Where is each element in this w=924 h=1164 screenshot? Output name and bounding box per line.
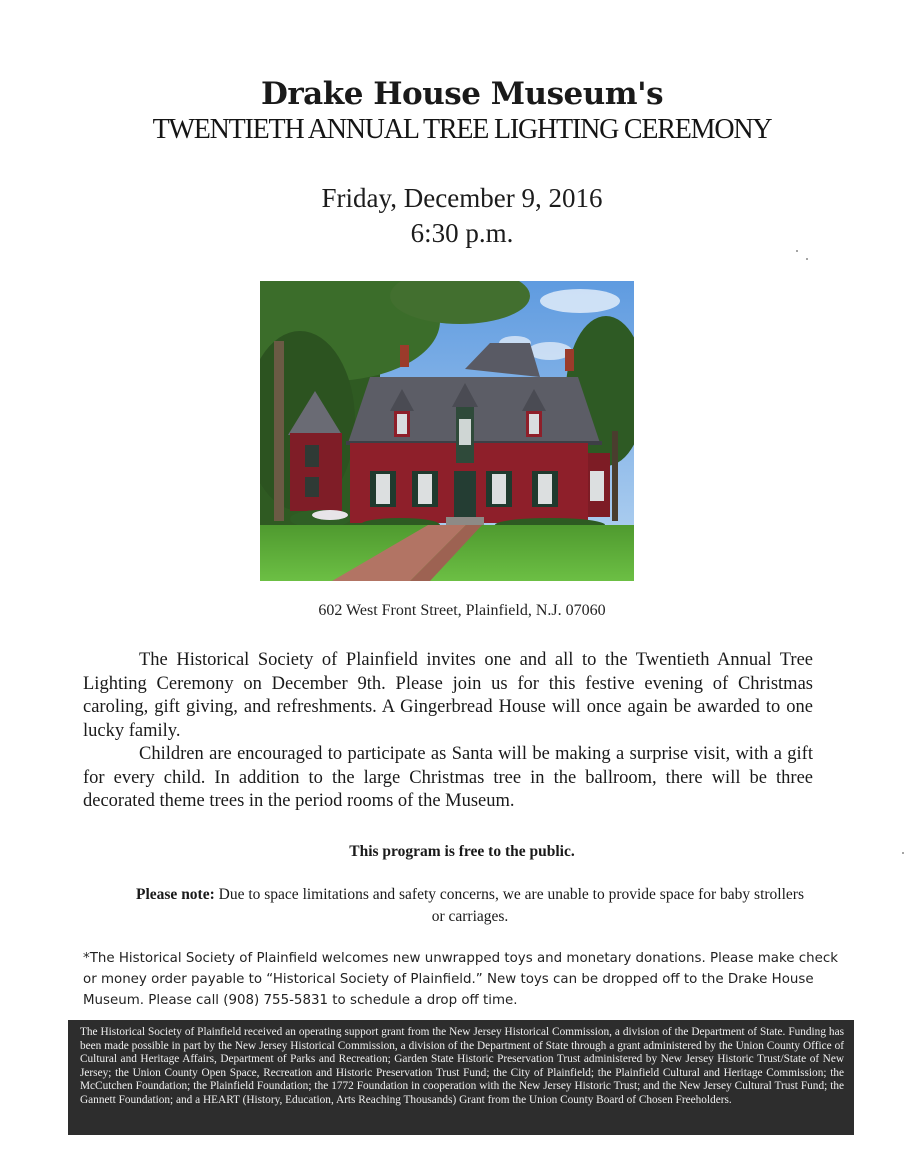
title-museum-name: Drake House Museum's [260, 76, 664, 112]
chimney [400, 345, 409, 367]
note-text: Due to space limitations and safety concerns, we are unable to provide space for baby strollers or carriages. [218, 886, 804, 925]
grant-credits-box [68, 1020, 854, 1135]
cloud [540, 289, 620, 313]
museum-address: 602 West Front Street, Plainfield, N.J. 07060 [318, 602, 606, 619]
chimney [565, 349, 574, 371]
tower-wall [290, 433, 342, 511]
grant-credits-text: The Historical Society of Plainfield received an operating support grant from the New Jersey Historical Commission, a division of the Department of State. Funding has been made possible in part by the New Jersey Historical Commission, a division of the Department of State through a grant administered by the Union County Office of Cultural and Heritage Affairs, Department of Parks and Recreation; Garden State Historic Preservation Trust administered by New Jersey Historic Trust/State of New Jersey; the Union County Open Space, Recreation and Historic Preservation Trust Fund; the City of Plainfield; the Plainfield Cultural and Heritage Commission; the McCutchen Foundation; the Plainfield Foundation; the 1772 Foundation in cooperation with the New Jersey Historic Trust; and the New Jersey Cultural Trust Fund; the Gannett Foundation; and a HEART (History, Education, Arts Reaching Thousands) Grant from the Union County Board of Chosen Freeholders. [80, 1026, 844, 1106]
window [529, 414, 539, 434]
scan-speck [806, 258, 808, 260]
window [459, 419, 471, 445]
window [305, 477, 319, 497]
front-steps [446, 517, 484, 525]
title-event-name: TWENTIETH ANNUAL TREE LIGHTING CEREMONY [152, 114, 772, 145]
note-label: Please note: [136, 886, 215, 903]
drake-house-photo [260, 281, 634, 581]
free-notice: This program is free to the public. [349, 843, 575, 860]
window [397, 414, 407, 434]
scan-speck [796, 250, 798, 252]
front-door [454, 471, 476, 517]
invitation-paragraph-1: The Historical Society of Plainfield invites one and all to the Twentieth Annual Tree Lighting Ceremony on December 9th. Please join us for this festive evening of Christmas caroling, gift giving, and refreshments. A Gingerbread House will once again be awarded to one lucky family. [83, 650, 813, 741]
donation-info: *The Historical Society of Plainfield welcomes new unwrapped toys and monetary donations. Please make check or money order payable to “Historical Society of Plainfield.” New toys can be dropped off to the Drake House Museum. Please call (908) 755-5831 to schedule a drop off time. [83, 951, 838, 1008]
event-date: Friday, December 9, 2016 [321, 183, 603, 213]
invitation-body [83, 649, 813, 814]
invitation-paragraph-2: Children are encouraged to participate as Santa will be making a surprise visit, with a gift for every child. In addition to the large Christmas tree in the ballroom, there will be three decorated theme trees in the period rooms of the Museum. [83, 744, 813, 811]
white-flowers [312, 510, 348, 520]
event-time: 6:30 p.m. [410, 218, 514, 248]
window [305, 445, 319, 467]
please-note [130, 884, 810, 928]
tree-trunk [612, 431, 618, 521]
tree-trunk [274, 341, 284, 521]
